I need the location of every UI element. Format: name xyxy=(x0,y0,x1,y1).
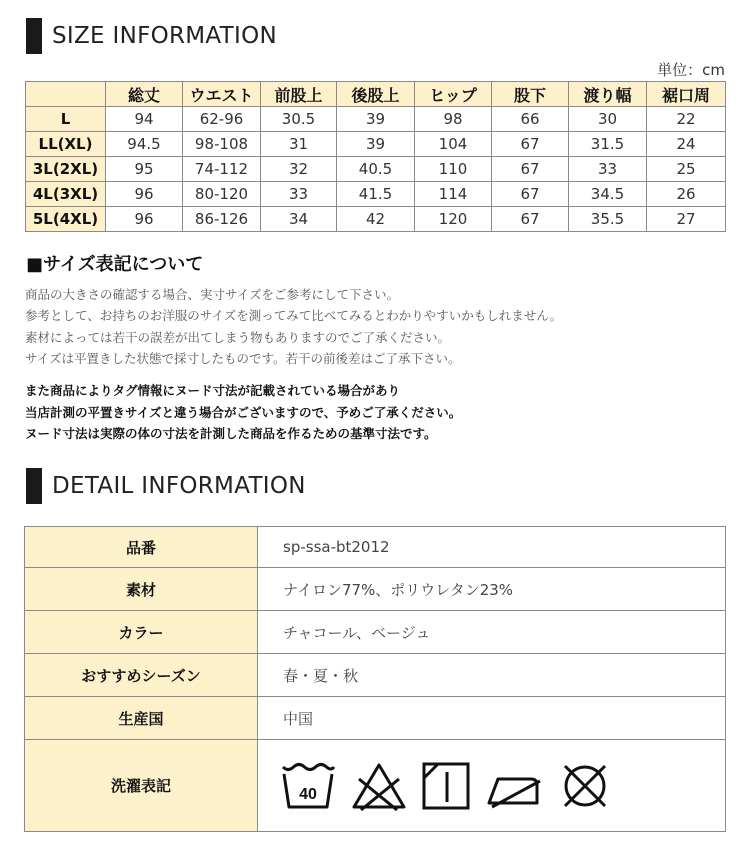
detail-value: 春・夏・秋 xyxy=(258,654,726,697)
detail-value: 中国 xyxy=(258,697,726,740)
table-cell: 114 xyxy=(415,182,492,207)
unit-label: 単位：cm xyxy=(657,61,725,79)
table-cell: 94.5 xyxy=(106,132,183,157)
size-table-header xyxy=(26,82,726,107)
table-cell: 42 xyxy=(337,207,415,232)
column-header: 総丈 xyxy=(106,82,183,107)
column-header: ヒップ xyxy=(415,82,492,107)
size-table xyxy=(25,81,726,232)
table-cell: 104 xyxy=(415,132,492,157)
column-header: 前股上 xyxy=(261,82,337,107)
table-cell: 34.5 xyxy=(569,182,647,207)
table-cell: 31 xyxy=(261,132,337,157)
table-cell: 62-96 xyxy=(183,107,261,132)
care-row xyxy=(25,740,726,832)
detail-section-title: DETAIL INFORMATION xyxy=(52,473,306,499)
detail-value: ナイロン77%、ポリウレタン23% xyxy=(258,568,726,611)
note-bold-line: また商品によりタグ情報にヌード寸法が記載されている場合があり xyxy=(25,383,401,398)
table-cell: 98-108 xyxy=(183,132,261,157)
table-cell: 24 xyxy=(647,132,726,157)
note-bold-line: ヌード寸法は実際の体の寸法を計測した商品を作るための基準寸法です。 xyxy=(25,426,437,441)
size-section-header xyxy=(26,18,277,54)
table-row xyxy=(26,107,726,132)
table-cell: 41.5 xyxy=(337,182,415,207)
size-label: 5L(4XL) xyxy=(26,207,106,232)
table-cell: 35.5 xyxy=(569,207,647,232)
table-cell: 30 xyxy=(569,107,647,132)
table-row xyxy=(26,132,726,157)
detail-row xyxy=(25,527,726,568)
note-line: 参考として、お持ちのお洋服のサイズを測ってみて比べてみるとわかりやすいかもしれません。 xyxy=(25,308,563,324)
wash-temp: 40 xyxy=(299,785,317,803)
detail-row xyxy=(25,654,726,697)
size-label: L xyxy=(26,107,106,132)
size-label: 3L(2XL) xyxy=(26,157,106,182)
table-row xyxy=(26,207,726,232)
table-cell: 96 xyxy=(106,182,183,207)
section-bar xyxy=(26,18,42,54)
note-line: 商品の大きさの確認する場合、実寸サイズをご参考にして下さい。 xyxy=(25,287,400,302)
table-cell: 95 xyxy=(106,157,183,182)
detail-table xyxy=(24,526,726,832)
table-cell: 67 xyxy=(492,157,569,182)
detail-label: カラー xyxy=(25,611,258,654)
table-cell: 67 xyxy=(492,207,569,232)
table-cell: 32 xyxy=(261,157,337,182)
detail-value: チャコール、ベージュ xyxy=(258,611,726,654)
care-label: 洗濯表記 xyxy=(25,740,258,832)
detail-label: 素材 xyxy=(25,568,258,611)
detail-row xyxy=(25,697,726,740)
table-cell: 26 xyxy=(647,182,726,207)
detail-value: sp-ssa-bt2012 xyxy=(258,527,726,568)
detail-row xyxy=(25,611,726,654)
table-cell: 39 xyxy=(337,107,415,132)
table-row xyxy=(26,182,726,207)
care-icons xyxy=(258,740,726,832)
detail-label: 品番 xyxy=(25,527,258,568)
detail-label: おすすめシーズン xyxy=(25,654,258,697)
table-cell: 67 xyxy=(492,182,569,207)
table-cell: 31.5 xyxy=(569,132,647,157)
wash-40-icon xyxy=(279,761,337,811)
header-corner xyxy=(26,82,106,107)
drip-dry-shade-icon xyxy=(421,761,471,811)
detail-section-header xyxy=(26,468,306,504)
section-bar xyxy=(26,468,42,504)
size-label: 4L(3XL) xyxy=(26,182,106,207)
size-notes-bold xyxy=(25,380,461,445)
table-cell: 39 xyxy=(337,132,415,157)
detail-row xyxy=(25,568,726,611)
table-cell: 40.5 xyxy=(337,157,415,182)
iron-low-icon xyxy=(485,761,545,811)
note-bold-line: 当店計測の平置きサイズと違う場合がございますので、予めご了承ください。 xyxy=(25,404,462,420)
size-notes xyxy=(25,284,562,369)
table-cell: 96 xyxy=(106,207,183,232)
table-cell: 33 xyxy=(261,182,337,207)
detail-label: 生産国 xyxy=(25,697,258,740)
table-cell: 74-112 xyxy=(183,157,261,182)
size-section-title: SIZE INFORMATION xyxy=(52,23,278,49)
note-line: 素材によっては若干の誤差が出てしまう物もありますのでご了承ください。 xyxy=(25,329,451,345)
column-header: 股下 xyxy=(492,82,569,107)
table-cell: 110 xyxy=(415,157,492,182)
column-header: 渡り幅 xyxy=(569,82,647,107)
table-row xyxy=(26,157,726,182)
table-cell: 34 xyxy=(261,207,337,232)
table-cell: 67 xyxy=(492,132,569,157)
table-cell: 80-120 xyxy=(183,182,261,207)
column-header: ウエスト xyxy=(183,82,261,107)
column-header: 裾口周 xyxy=(647,82,726,107)
size-label: LL(XL) xyxy=(26,132,106,157)
table-cell: 30.5 xyxy=(261,107,337,132)
table-cell: 120 xyxy=(415,207,492,232)
table-cell: 98 xyxy=(415,107,492,132)
note-line: サイズは平置きした状態で採寸したものです。若干の前後差はご了承下さい。 xyxy=(25,350,461,366)
table-cell: 22 xyxy=(647,107,726,132)
table-cell: 25 xyxy=(647,157,726,182)
table-cell: 86-126 xyxy=(183,207,261,232)
size-notes-title: ■サイズ表記について xyxy=(26,254,204,275)
table-cell: 66 xyxy=(492,107,569,132)
column-header: 後股上 xyxy=(337,82,415,107)
table-cell: 27 xyxy=(647,207,726,232)
table-cell: 94 xyxy=(106,107,183,132)
no-bleach-icon xyxy=(351,761,407,811)
no-dry-clean-icon xyxy=(559,761,611,811)
table-cell: 33 xyxy=(569,157,647,182)
